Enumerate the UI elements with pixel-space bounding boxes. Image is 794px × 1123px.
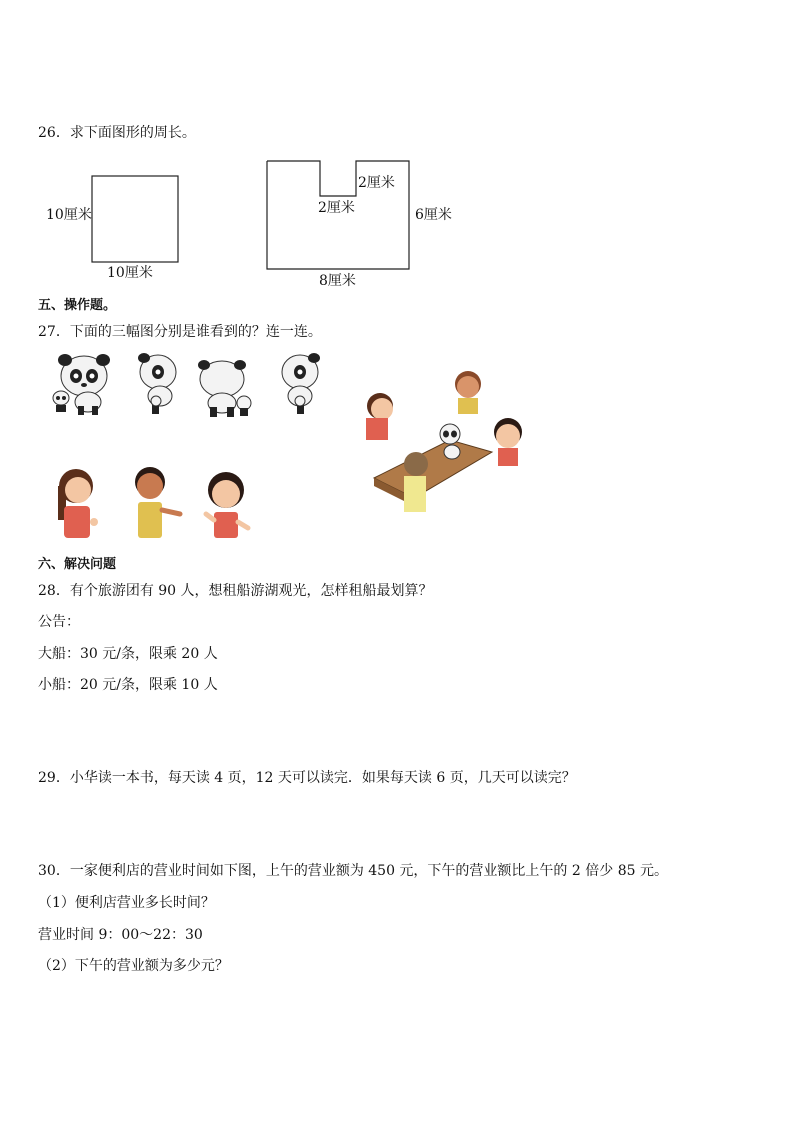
panda-view-back-icon xyxy=(198,357,254,419)
q30-hours: 营业时间 9：00～22：30 xyxy=(38,927,203,943)
q28-notice: 公告： xyxy=(38,614,80,630)
q30-text: 30．一家便利店的营业时间如下图，上午的营业额为 450 元，下午的营业额比上午的 2 倍少 85 元。 xyxy=(38,863,668,879)
square-figure xyxy=(0,0,794,300)
girl-short-hair-icon xyxy=(196,470,254,540)
q30-sub2: （2）下午的营业额为多少元？ xyxy=(38,958,229,974)
panda-view-other-side-icon xyxy=(278,352,324,418)
children-around-table-illustration xyxy=(352,366,542,516)
notch-bottom-label: 2厘米 xyxy=(318,200,355,216)
q26-text: 26．求下面图形的周长。 xyxy=(38,125,196,141)
q28-big-boat: 大船：30 元/条，限乘 20 人 xyxy=(38,646,218,662)
q29-text: 29．小华读一本书，每天读 4 页，12 天可以读完．如果每天读 6 页，几天可以读完？ xyxy=(38,770,576,786)
q30-sub1: （1）便利店营业多长时间？ xyxy=(38,895,215,911)
section6-title: 六、解决问题 xyxy=(38,557,117,572)
section5-title: 五、操作题。 xyxy=(38,298,117,313)
girl-with-ponytail-icon xyxy=(48,466,104,542)
panda-view-front-icon xyxy=(50,352,112,416)
q27-text: 27．下面的三幅图分别是谁看到的？连一连。 xyxy=(38,324,322,340)
square-bottom-label: 10厘米 xyxy=(107,265,153,281)
q28-small-boat: 小船：20 元/条，限乘 10 人 xyxy=(38,677,218,693)
shape-bottom-label: 8厘米 xyxy=(319,273,356,289)
shape-right-label: 6厘米 xyxy=(415,207,452,223)
boy-pointing-icon xyxy=(128,466,184,542)
square-left-label: 10厘米 xyxy=(46,207,92,223)
notch-side-label: 2厘米 xyxy=(358,175,395,191)
q28-text: 28．有个旅游团有 90 人，想租船游湖观光，怎样租船最划算？ xyxy=(38,583,433,599)
panda-view-side-icon xyxy=(136,352,182,418)
